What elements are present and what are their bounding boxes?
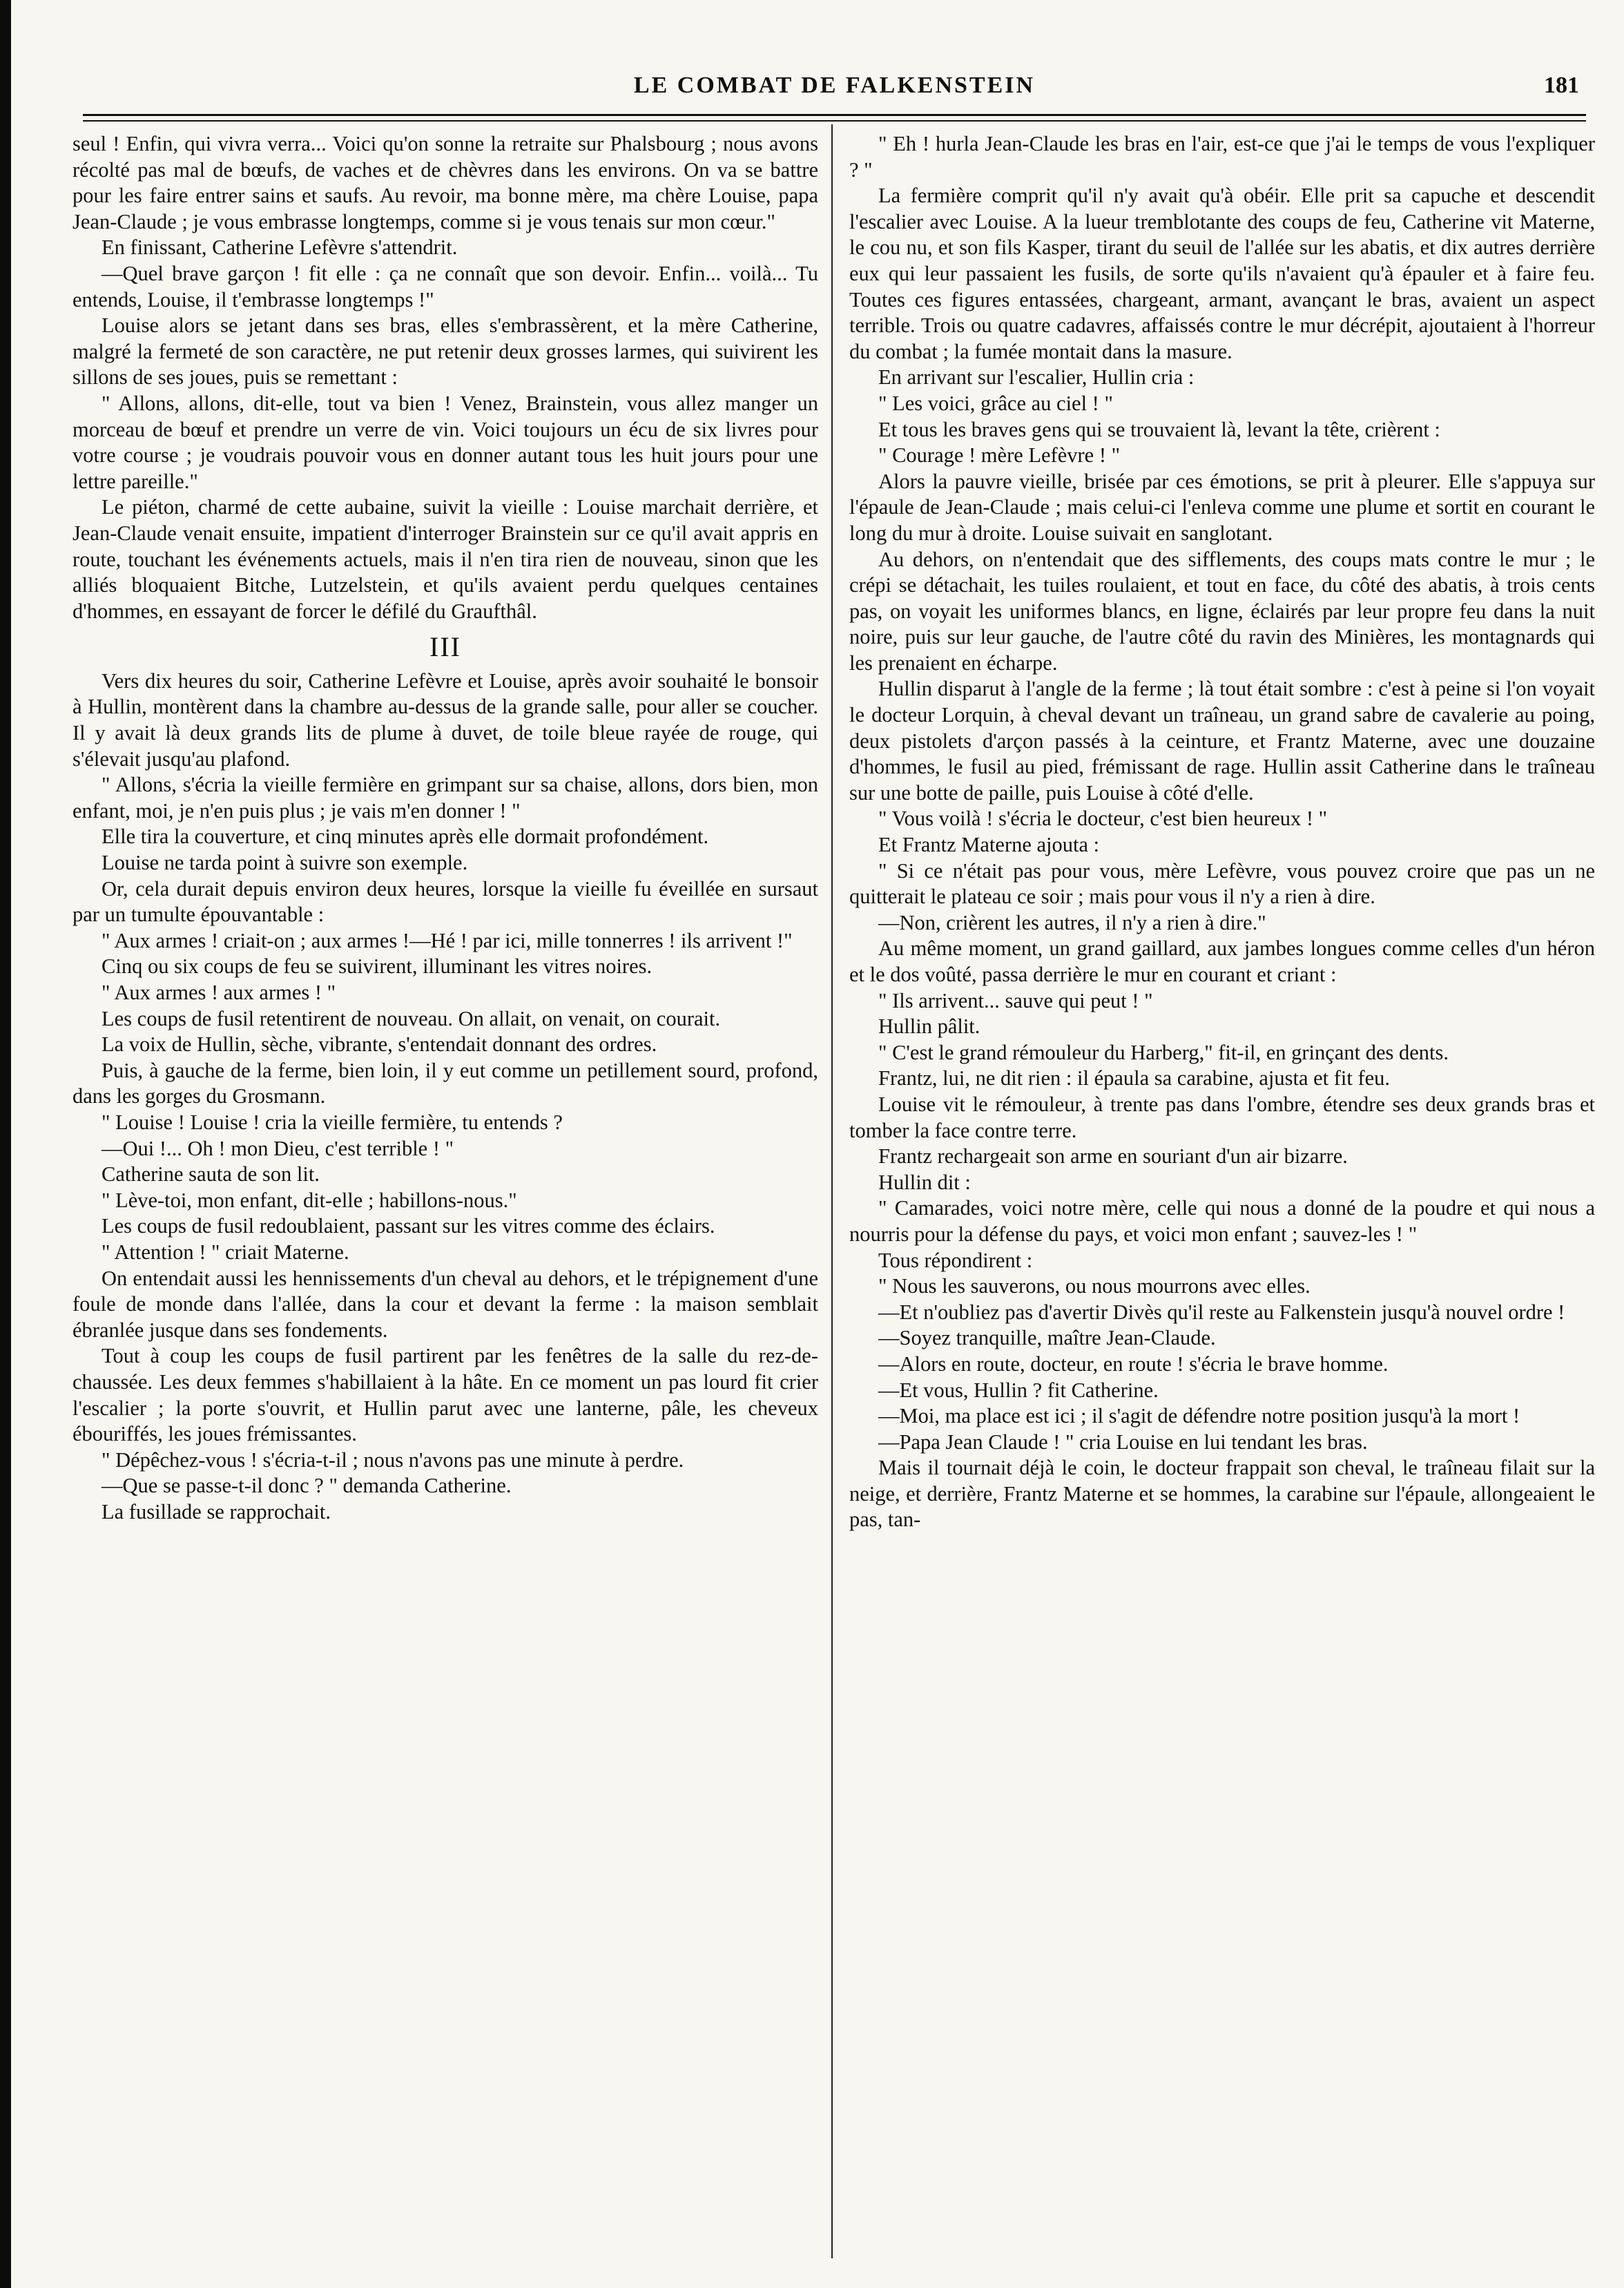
paragraph: " Si ce n'était pas pour vous, mère Lefèvre, vous pouvez croire que pas un ne quitterait le plateau ce soir ; mais pour vous il n'y a rien à dire. [849,858,1595,909]
paragraph: Mais il tournait déjà le coin, le docteur frappait son cheval, le traîneau filait sur la neige, et derrière, Frantz Materne et se hommes, la carabine sur l'épaule, allongeaient le pas, tan- [849,1456,1595,1532]
paragraph: Frantz rechargeait son arme en souriant d'un air bizarre. [878,1144,1348,1169]
paragraph: " Allons, allons, dit-elle, tout va bien ! Venez, Brainstein, vous allez manger un morceau de bœuf et prendre un verre de vin. Voici toujours un écu de six livres pour votre course ; je voudrais pouvoir vous en donner autant tous les huit jours pour une lettre pareille." [72,391,818,493]
paragraph: —Papa Jean Claude ! " cria Louise en lui tendant les bras. [878,1430,1368,1454]
right-column [849,131,1595,1533]
paragraph: —Oui !... Oh ! mon Dieu, c'est terrible ! " [102,1136,454,1160]
paragraph: On entendait aussi les hennissements d'un cheval au dehors, et le trépignement d'une foule de monde dans l'allée, dans la cour et devant la ferme : la maison semblait ébranlée jusque dans ses fondements. [72,1266,818,1342]
paragraph: Louise ne tarda point à suivre son exemple. [102,851,468,875]
paragraph: En finissant, Catherine Lefèvre s'attendrit. [102,235,458,260]
paragraph: " Allons, s'écria la vieille fermière en grimpant sur sa chaise, allons, dors bien, mon enfant, moi, je n'en puis plus ; je vais m'en donner ! " [72,773,818,823]
paragraph: " Nous les sauverons, ou nous mourrons avec elles. [878,1274,1311,1298]
paragraph: " Vous voilà ! s'écria le docteur, c'est bien heureux ! " [878,807,1328,831]
paragraph: Louise alors se jetant dans ses bras, elles s'embrassèrent, et la mère Catherine, malgré la fermeté de son caractère, ne put retenir deux grosses larmes, qui suivirent les sillons de ses joues, puis se remettant : [72,314,818,390]
paragraph: La voix de Hullin, sèche, vibrante, s'entendait donnant des ordres. [102,1032,657,1057]
paragraph: —Soyez tranquille, maître Jean-Claude. [878,1326,1216,1350]
paragraph: Puis, à gauche de la ferme, bien loin, il y eut comme un petillement sourd, profond, dans les gorges du Grosmann. [72,1058,818,1108]
paragraph: —Quel brave garçon ! fit elle : ça ne connaît que son devoir. Enfin... voilà... Tu entends, Louise, il t'embrasse longtemps !" [72,261,818,311]
paragraph: —Non, crièrent les autres, il n'y a rien à dire." [878,910,1266,934]
header-rule [83,114,1586,116]
paragraph: Le piéton, charmé de cette aubaine, suivit la vieille : Louise marchait derrière, et Jean-Claude venait ensuite, impatient d'interroger Brainstein sur ce qu'il avait appris en route, touchant les événements actuels, mais il n'en tira rien de nouveau, sinon que les alliés bloquaient Bitche, Lutzelstein, et qu'ils avaient perdu quelques centaines d'hommes, en essayant de forcer le défilé du Graufthâl. [72,495,818,623]
paragraph: —Que se passe-t-il donc ? " demanda Catherine. [102,1474,512,1498]
paragraph: " Courage ! mère Lefèvre ! " [878,443,1121,468]
paragraph: " Attention ! " criait Materne. [102,1240,349,1264]
paragraph: " Camarades, voici notre mère, celle qui nous a donné de la poudre et qui nous a nourris pour la défense du pays, et voici mon enfant ; sauvez-les ! " [849,1196,1595,1246]
paragraph: seul ! Enfin, qui vivra verra... Voici qu'on sonne la retraite sur Phalsbourg ; nous avons récolté pas mal de bœufs, de vaches et de chèvres dans les environs. On va se battre pour les faire entrer sains et saufs. Au revoir, ma bonne mère, ma chère Louise, papa Jean-Claude ; je vous embrasse longtemps, comme si je vous tenais sur mon cœur." [72,132,818,233]
page-number: 181 [1544,73,1579,98]
page-header [83,66,1586,114]
paragraph: Cinq ou six coups de feu se suivirent, illuminant les vitres noires. [102,954,652,979]
paragraph: Hullin pâlit. [878,1015,980,1039]
paragraph: Catherine sauta de son lit. [102,1162,320,1186]
paragraph: " Louise ! Louise ! cria la vieille fermière, tu entends ? [102,1110,563,1134]
paragraph: —Et n'oubliez pas d'avertir Divès qu'il reste au Falkenstein jusqu'à nouvel ordre ! [878,1300,1565,1324]
paragraph: Au même moment, un grand gaillard, aux jambes longues comme celles d'un héron et le dos voûté, passa derrière le mur en courant et criant : [849,936,1595,986]
paragraph: " Lève-toi, mon enfant, dit-elle ; habillons-nous." [102,1188,517,1212]
paragraph: Elle tira la couverture, et cinq minutes après elle dormait profondément. [102,825,709,849]
chapter-heading: III [429,631,461,663]
paragraph: Et Frantz Materne ajouta : [878,833,1100,857]
paragraph: La fusillade se rapprochait. [102,1499,331,1523]
paragraph: Frantz, lui, ne dit rien : il épaula sa carabine, ajusta et fit feu. [878,1066,1391,1090]
paragraph: Vers dix heures du soir, Catherine Lefèvre et Louise, après avoir souhaité le bonsoir à Hullin, montèrent dans la chambre au-dessus de la grande salle, pour aller se coucher. Il y avait là deux grands lits de plume à duvet, de toile bleue rayée de rouge, qui s'élevait jusqu'au plafond. [72,669,818,771]
paragraph: " Dépêchez-vous ! s'écria-t-il ; nous n'avons pas une minute à perdre. [102,1448,684,1472]
paragraph: Or, cela durait depuis environ deux heures, lorsque la vieille fu éveillée en sursaut par un tumulte épouvantable : [72,876,818,927]
paragraph: —Moi, ma place est ici ; il s'agit de défendre notre position jusqu'à la mort ! [878,1404,1520,1428]
paragraph: Alors la pauvre vieille, brisée par ces émotions, se prit à pleurer. Elle s'appuya sur l'épaule de Jean-Claude ; mais celui-ci l'enleva comme une plume et sortit en courant le long du mur à droite. Louise suivait en sanglotant. [849,469,1595,545]
paragraph: Tous répondirent : [878,1248,1033,1272]
paragraph: Tout à coup les coups de fusil partirent par les fenêtres de la salle du rez-de-chaussée. Les deux femmes s'habillaient à la hâte. En ce moment un pas lourd fit crier l'escalier ; la porte s'ouvrit, et Hullin parut avec une lanterne, pâle, les cheveux ébouriffés, les joues frémissantes. [72,1344,818,1446]
paragraph: " Aux armes ! aux armes ! " [102,981,336,1004]
paragraph: En arrivant sur l'escalier, Hullin cria : [878,365,1195,390]
paragraph: Louise vit le rémouleur, à trente pas dans l'ombre, étendre ses deux grands bras et tomber la face contre terre. [849,1092,1595,1142]
paragraph: Au dehors, on n'entendait que des sifflements, des coups mats contre le mur ; le crépi se détachait, les tuiles roulaient, et tout en face, du côté des abatis, à trois cents pas, on voyait les uniformes blancs, en ligne, éclairés par leur propre feu dans la nuit noire, puis sur leur gauche, de l'autre côté du ravin des Minières, les montagnards qui les prenaient en écharpe. [849,547,1595,675]
paragraph: Hullin dit : [878,1170,971,1194]
paragraph: La fermière comprit qu'il n'y avait qu'à obéir. Elle prit sa capuche et descendit l'escalier avec Louise. A la lueur tremblotante des coups de feu, Catherine vit Materne, le cou nu, et son fils Kasper, tirant du seuil de l'allée sur les abatis, et dix autres derrière eux qui leur passaient les fusils, de sorte qu'ils n'avaient qu'à épauler et à faire feu. Toutes ces figures entassées, chargeant, armant, avançant le bras, avaient un aspect terrible. Trois ou quatre cadavres, affaissés contre le mur décrépit, ajoutaient à l'horreur du combat ; la fumée montait dans la masure. [849,184,1595,363]
paragraph: " C'est le grand rémouleur du Harberg," fit-il, en grinçant des dents. [878,1040,1449,1064]
left-column [72,131,818,1525]
paragraph: Hullin disparut à l'angle de la ferme ; là tout était sombre : c'est à peine si l'on voyait le docteur Lorquin, à cheval devant un traîneau, un grand sabre de cavalerie au poing, deux pistolets d'arçon passés à la ceinture, et Frantz Materne, avec une douzaine d'hommes, le fusil au pied, frémissant de rage. Hullin assit Catherine dans le traîneau sur une botte de paille, puis Louise à côté d'elle. [849,677,1595,805]
header-rule-thin [83,120,1586,122]
paragraph: —Et vous, Hullin ? fit Catherine. [878,1378,1159,1402]
paragraph: " Les voici, grâce au ciel ! " [878,391,1113,415]
paragraph: Les coups de fusil redoublaient, passant sur les vitres comme des éclairs. [102,1214,715,1238]
column-divider [831,124,833,2258]
running-title: LE COMBAT DE FALKENSTEIN [633,73,1036,98]
paragraph: " Ils arrivent... sauve qui peut ! " [878,988,1153,1012]
paragraph: Et tous les braves gens qui se trouvaient là, levant la tête, crièrent : [878,417,1440,441]
paragraph: " Eh ! hurla Jean-Claude les bras en l'air, est-ce que j'ai le temps de vous l'expliquer ? " [849,132,1595,182]
paragraph: Les coups de fusil retentirent de nouveau. On allait, on venait, on courait. [102,1006,721,1030]
page-scan-edge [0,0,11,2288]
paragraph: " Aux armes ! criait-on ; aux armes !—Hé ! par ici, mille tonnerres ! ils arrivent !" [102,928,793,952]
paragraph: —Alors en route, docteur, en route ! s'écria le brave homme. [878,1352,1389,1376]
